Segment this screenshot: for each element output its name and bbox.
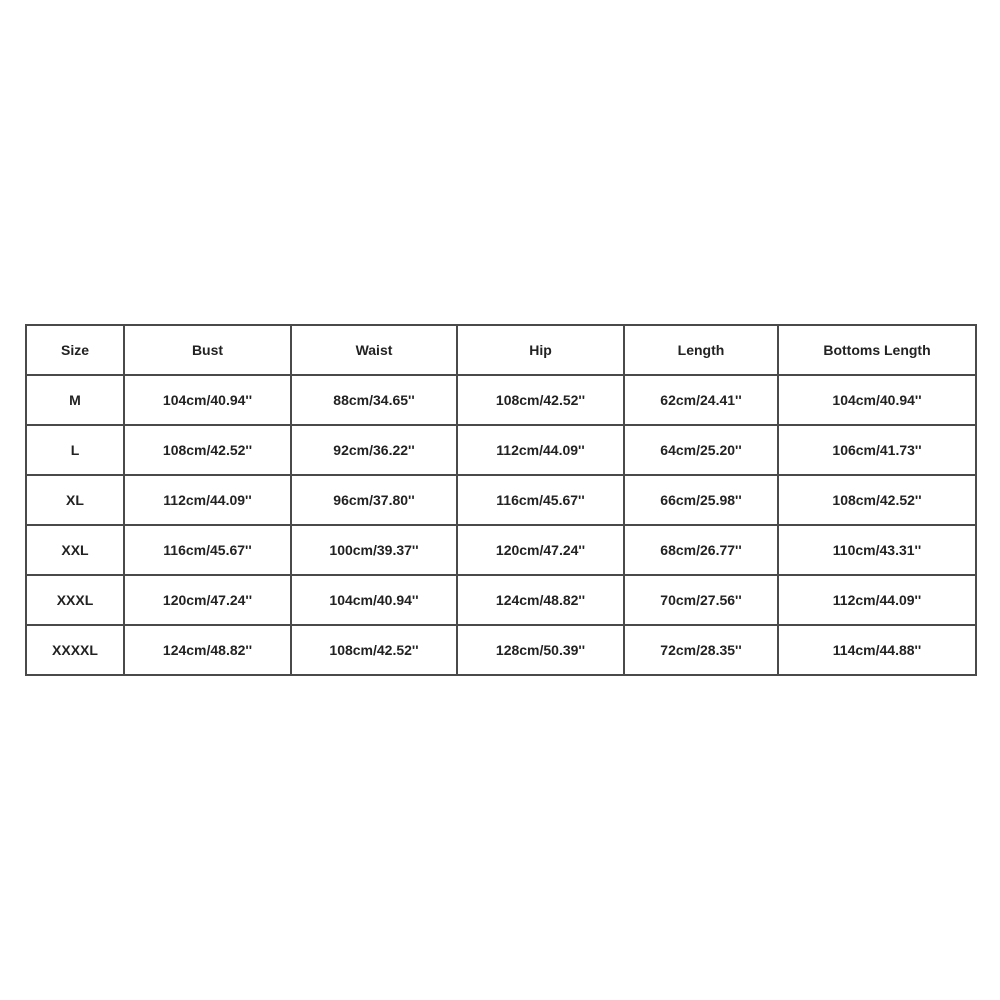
waist-cell: 108cm/42.52'' <box>291 625 457 675</box>
table-row <box>26 475 976 525</box>
waist-cell: 88cm/34.65'' <box>291 375 457 425</box>
bust-cell: 104cm/40.94'' <box>124 375 291 425</box>
bottoms-length-cell: 108cm/42.52'' <box>778 475 976 525</box>
size-cell: XXXXL <box>26 625 124 675</box>
size-cell: XL <box>26 475 124 525</box>
table-row <box>26 375 976 425</box>
waist-cell: 92cm/36.22'' <box>291 425 457 475</box>
bust-cell: 108cm/42.52'' <box>124 425 291 475</box>
length-cell: 70cm/27.56'' <box>624 575 778 625</box>
waist-cell: 100cm/39.37'' <box>291 525 457 575</box>
header-waist: Waist <box>291 325 457 375</box>
header-size: Size <box>26 325 124 375</box>
bottoms-length-cell: 104cm/40.94'' <box>778 375 976 425</box>
table-header-row <box>26 325 976 375</box>
bottoms-length-cell: 114cm/44.88'' <box>778 625 976 675</box>
length-cell: 68cm/26.77'' <box>624 525 778 575</box>
bottoms-length-cell: 106cm/41.73'' <box>778 425 976 475</box>
header-bottoms-length: Bottoms Length <box>778 325 976 375</box>
hip-cell: 124cm/48.82'' <box>457 575 624 625</box>
size-cell: L <box>26 425 124 475</box>
table-row <box>26 425 976 475</box>
bottoms-length-cell: 110cm/43.31'' <box>778 525 976 575</box>
hip-cell: 128cm/50.39'' <box>457 625 624 675</box>
size-cell: XXL <box>26 525 124 575</box>
bust-cell: 112cm/44.09'' <box>124 475 291 525</box>
length-cell: 72cm/28.35'' <box>624 625 778 675</box>
header-length: Length <box>624 325 778 375</box>
bust-cell: 120cm/47.24'' <box>124 575 291 625</box>
waist-cell: 96cm/37.80'' <box>291 475 457 525</box>
size-cell: M <box>26 375 124 425</box>
length-cell: 64cm/25.20'' <box>624 425 778 475</box>
hip-cell: 108cm/42.52'' <box>457 375 624 425</box>
size-cell: XXXL <box>26 575 124 625</box>
bottoms-length-cell: 112cm/44.09'' <box>778 575 976 625</box>
bust-cell: 116cm/45.67'' <box>124 525 291 575</box>
hip-cell: 116cm/45.67'' <box>457 475 624 525</box>
length-cell: 66cm/25.98'' <box>624 475 778 525</box>
bust-cell: 124cm/48.82'' <box>124 625 291 675</box>
size-chart-table <box>25 324 977 676</box>
table-row <box>26 625 976 675</box>
hip-cell: 120cm/47.24'' <box>457 525 624 575</box>
header-hip: Hip <box>457 325 624 375</box>
hip-cell: 112cm/44.09'' <box>457 425 624 475</box>
waist-cell: 104cm/40.94'' <box>291 575 457 625</box>
table-row <box>26 575 976 625</box>
header-bust: Bust <box>124 325 291 375</box>
length-cell: 62cm/24.41'' <box>624 375 778 425</box>
table-row <box>26 525 976 575</box>
